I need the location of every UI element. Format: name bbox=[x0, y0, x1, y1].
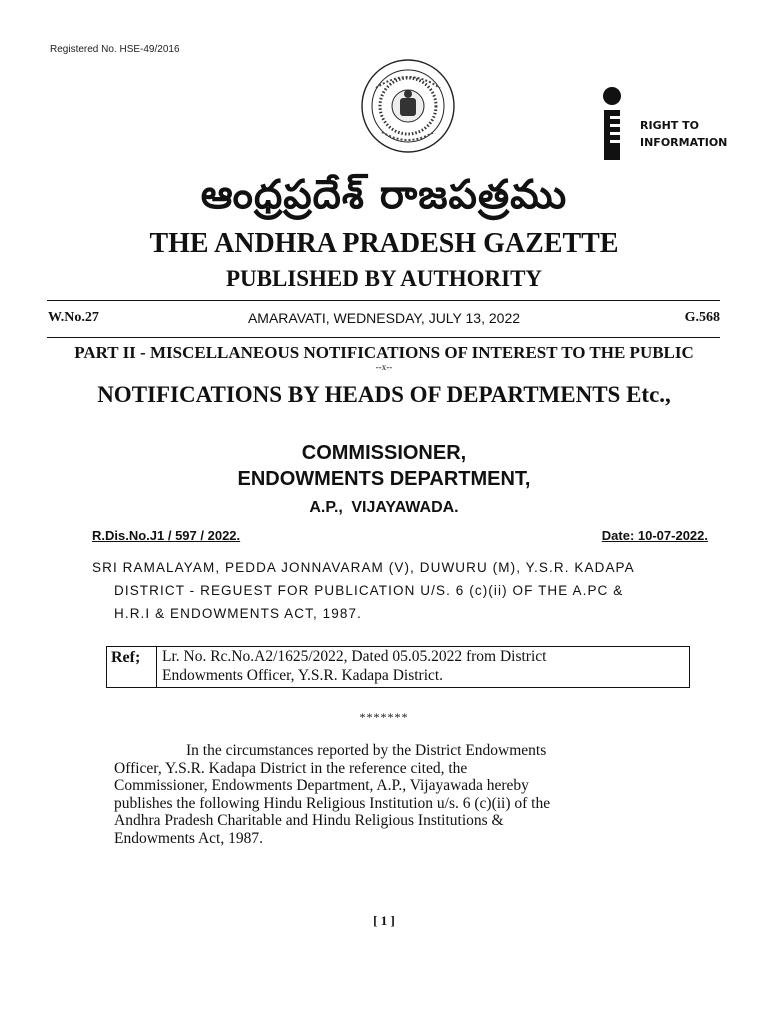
reference-text bbox=[162, 648, 687, 685]
body-paragraph bbox=[114, 742, 698, 848]
subject-line: DISTRICT - REGUEST FOR PUBLICATION U/S. 6 (c)(ii) OF THE A.PC & bbox=[114, 583, 624, 598]
issuing-authority bbox=[0, 440, 768, 520]
body-line: Commissioner, Endowments Department, A.P., Vijayawada hereby bbox=[114, 777, 529, 795]
body-line: Andhra Pradesh Charitable and Hindu Religious Institutions & bbox=[114, 812, 504, 830]
telugu-title: ఆంధ్రప్రదేశ్ రాజపత్రము bbox=[200, 172, 568, 218]
divider-top bbox=[47, 300, 720, 301]
body-line bbox=[114, 742, 698, 760]
star-separator: ******* bbox=[359, 710, 409, 724]
subject-line: H.R.I & ENDOWMENTS ACT, 1987. bbox=[114, 606, 362, 621]
authority-line2: ENDOWMENTS DEPARTMENT, bbox=[237, 468, 531, 490]
subject-line: SRI RAMALAYAM, PEDDA JONNAVARAM (V), DUWURU (M), Y.S.R. KADAPA bbox=[92, 560, 635, 575]
reference-line: Endowments Officer, Y.S.R. Kadapa District. bbox=[162, 666, 444, 684]
reference-box bbox=[106, 646, 690, 688]
reference-dis-number: R.Dis.No.J1 / 597 / 2022. bbox=[92, 528, 241, 543]
reference-label: Ref; bbox=[107, 647, 157, 687]
body-line: publishes the following Hindu Religious Institution u/s. 6 (c)(ii) of the bbox=[114, 794, 551, 812]
subject bbox=[92, 556, 718, 625]
rti-label-line2: INFORMATION bbox=[640, 136, 728, 149]
published-by-authority: PUBLISHED BY AUTHORITY bbox=[225, 266, 543, 291]
page-number: [ 1 ] bbox=[373, 913, 395, 928]
rti-logo-icon bbox=[602, 86, 622, 162]
gazette-title: THE ANDHRA PRADESH GAZETTE bbox=[149, 228, 619, 259]
authority-line1: COMMISSIONER, bbox=[301, 442, 467, 464]
body-line: Endowments Act, 1987. bbox=[114, 829, 263, 847]
state-emblem bbox=[360, 58, 456, 154]
gazette-number: G.568 bbox=[684, 310, 720, 325]
part-heading: PART II - MISCELLANEOUS NOTIFICATIONS OF INTEREST TO THE PUBLIC bbox=[74, 343, 694, 362]
separator: --x-- bbox=[375, 362, 393, 372]
body-line-text: In the circumstances reported by the District Endowments bbox=[186, 742, 547, 759]
body-line: Officer, Y.S.R. Kadapa District in the reference cited, the bbox=[114, 759, 468, 777]
divider-bottom bbox=[47, 337, 720, 338]
reference-line: Lr. No. Rc.No.A2/1625/2022, Dated 05.05.2022 from District bbox=[162, 648, 547, 665]
rti-label-line1: RIGHT TO bbox=[640, 119, 699, 132]
place-date-line: AMARAVATI, WEDNESDAY, JULY 13, 2022 bbox=[247, 310, 521, 326]
rti-label bbox=[640, 117, 727, 151]
authority-line3: A.P., VIJAYAWADA. bbox=[309, 499, 459, 516]
section-heading: NOTIFICATIONS BY HEADS OF DEPARTMENTS Etc., bbox=[97, 382, 671, 407]
reference-date: Date: 10-07-2022. bbox=[601, 528, 708, 543]
weekly-number: W.No.27 bbox=[48, 310, 99, 325]
registered-number: Registered No. HSE-49/2016 bbox=[50, 44, 180, 55]
